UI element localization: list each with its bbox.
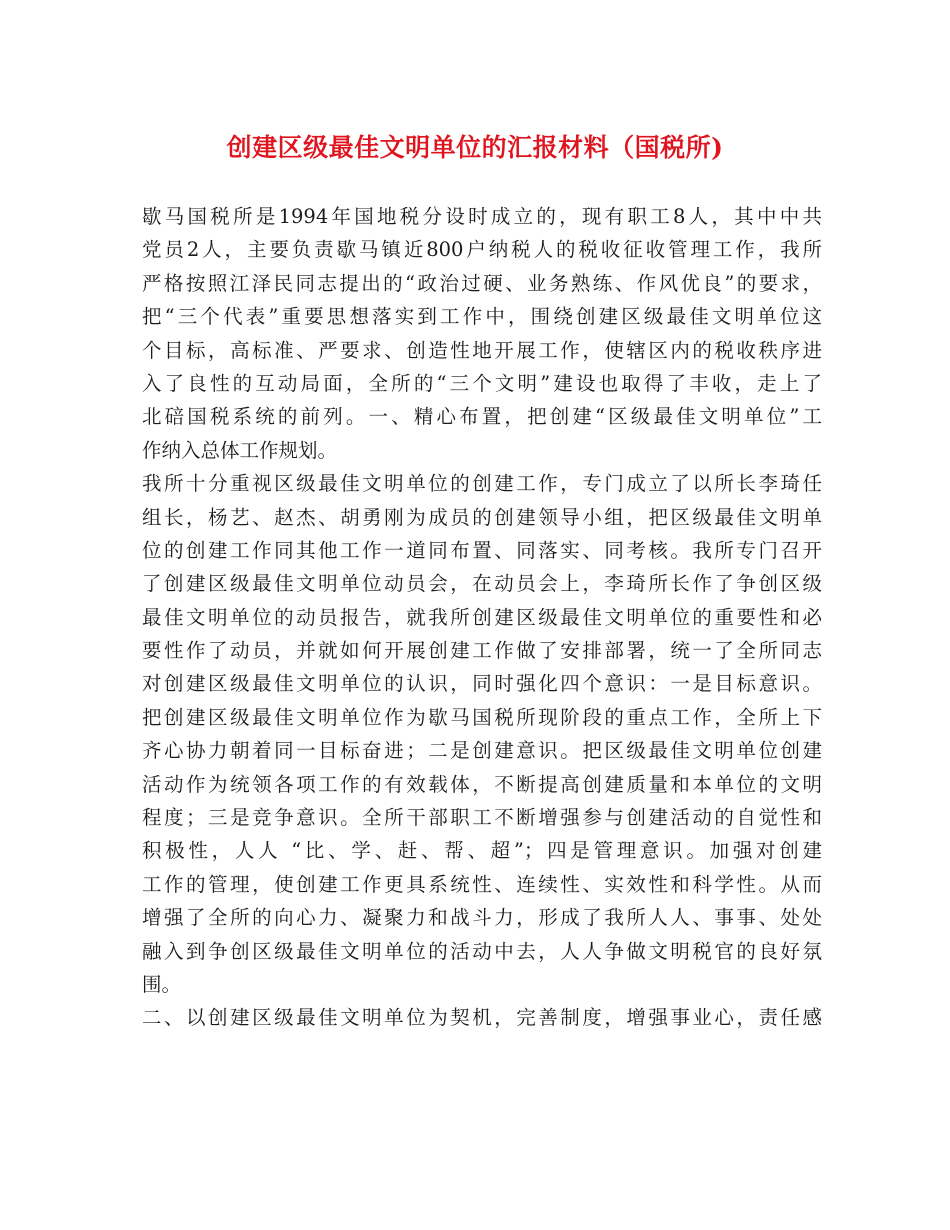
body-line: 作纳入总体工作规划。 bbox=[142, 438, 338, 462]
body-line: 位的创建工作同其他工作一道同布置、同落实、同考核。我所专门召开 bbox=[142, 538, 822, 562]
document-body bbox=[142, 200, 822, 1035]
body-line: 党员2人，主要负责歇马镇近800户纳税人的税收征收管理工作，我所 bbox=[142, 238, 822, 262]
body-line: 北碚国税系统的前列。一、精心布置，把创建“区级最佳文明单位”工 bbox=[142, 405, 822, 429]
body-line: 工作的管理，使创建工作更具系统性、连续性、实效性和科学性。从而 bbox=[142, 872, 822, 896]
body-line: 我所十分重视区级最佳文明单位的创建工作，专门成立了以所长李琦任 bbox=[142, 472, 822, 496]
body-line: 入了良性的互动局面，全所的“三个文明”建设也取得了丰收，走上了 bbox=[142, 371, 822, 395]
body-line: 活动作为统领各项工作的有效载体，不断提高创建质量和本单位的文明 bbox=[142, 772, 822, 796]
body-line: 把“三个代表”重要思想落实到工作中，围绕创建区级最佳文明单位这 bbox=[142, 305, 822, 329]
body-line: 严格按照江泽民同志提出的“政治过硬、业务熟练、作风优良”的要求， bbox=[142, 271, 822, 295]
body-line: 要性作了动员，并就如何开展创建工作做了安排部署，统一了全所同志 bbox=[142, 639, 822, 663]
body-line: 围。 bbox=[142, 972, 182, 996]
document-title: 创建区级最佳文明单位的汇报材料（国税所) bbox=[226, 133, 724, 162]
body-line: 增强了全所的向心力、凝聚力和战斗力，形成了我所人人、事事、处处 bbox=[142, 906, 822, 930]
body-line: 把创建区级最佳文明单位作为歇马国税所现阶段的重点工作，全所上下 bbox=[142, 705, 822, 729]
body-line: 对创建区级最佳文明单位的认识，同时强化四个意识：一是目标意识。 bbox=[142, 672, 822, 696]
body-line: 组长，杨艺、赵杰、胡勇刚为成员的创建领导小组，把区级最佳文明单 bbox=[142, 505, 822, 529]
body-line: 了创建区级最佳文明单位动员会，在动员会上，李琦所长作了争创区级 bbox=[142, 572, 822, 596]
body-line: 歇马国税所是1994年国地税分设时成立的，现有职工8人，其中中共 bbox=[142, 205, 822, 228]
body-line: 齐心协力朝着同一目标奋进；二是创建意识。把区级最佳文明单位创建 bbox=[142, 739, 822, 763]
body-line: 程度；三是竞争意识。全所干部职工不断增强参与创建活动的自觉性和 bbox=[142, 806, 822, 830]
body-line: 融入到争创区级最佳文明单位的活动中去，人人争做文明税官的良好氛 bbox=[142, 939, 822, 963]
body-line: 最佳文明单位的动员报告，就我所创建区级最佳文明单位的重要性和必 bbox=[142, 605, 822, 629]
body-line: 积极性，人人 “比、学、赶、帮、超”；四是管理意识。加强对创建 bbox=[142, 839, 822, 863]
body-line: 二、以创建区级最佳文明单位为契机，完善制度，增强事业心，责任感 bbox=[142, 1006, 822, 1030]
body-line: 个目标，高标准、严要求、创造性地开展工作，使辖区内的税收秩序进 bbox=[142, 338, 822, 362]
